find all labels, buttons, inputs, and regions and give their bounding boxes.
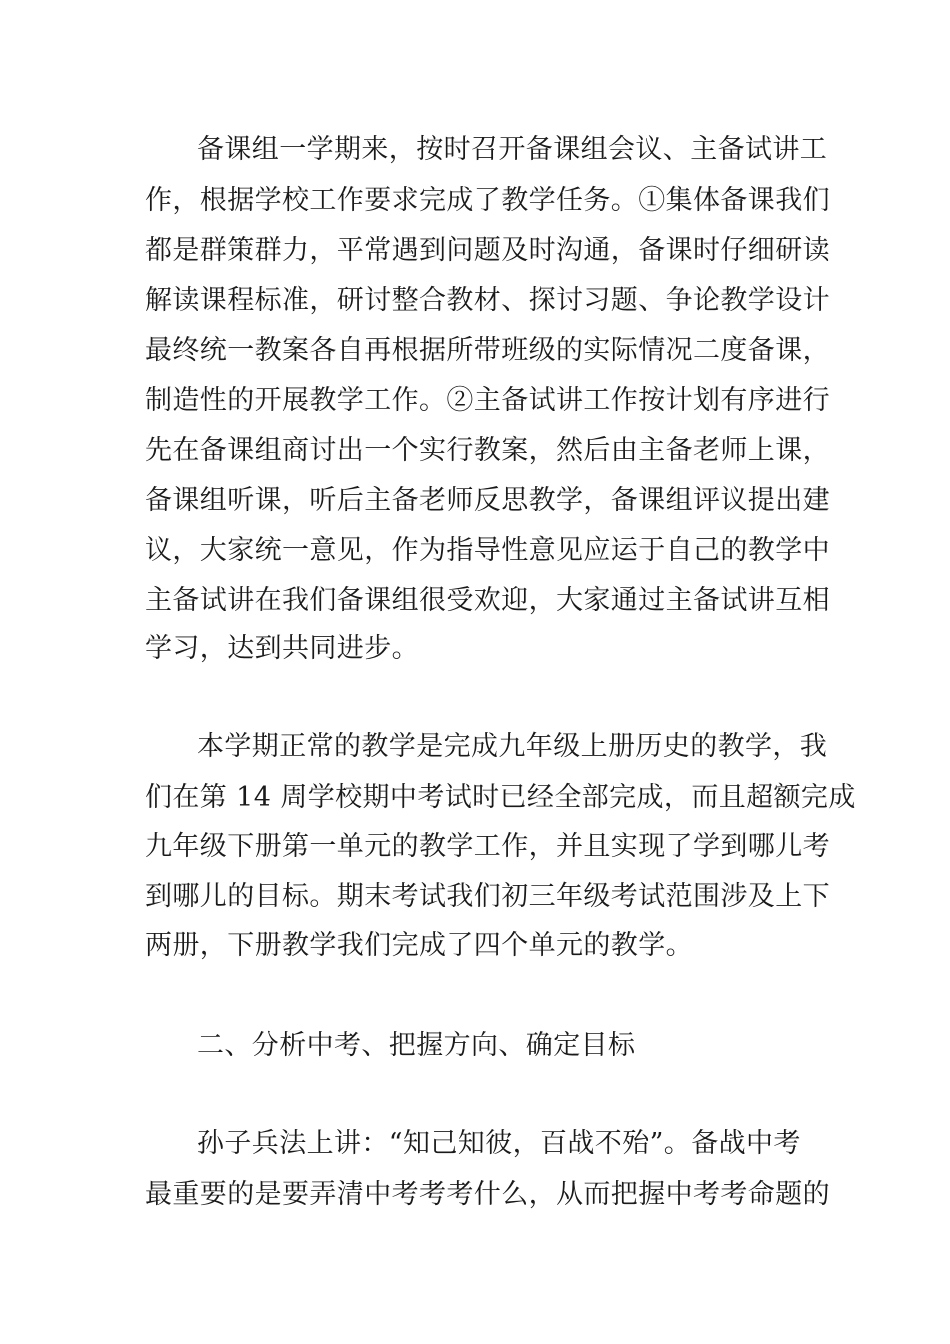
text-line: 都是群策群力，平常遇到问题及时沟通，备课时仔细研读 xyxy=(145,235,830,266)
text-line: 最重要的是要弄清中考考考什么，从而把握中考考命题的 xyxy=(145,1179,830,1210)
text-line: 备课组听课，听后主备老师反思教学，备课组评议提出建 xyxy=(145,485,830,516)
text-line: 们在第 14 周学校期中考试时已经全部完成，而且超额完成 xyxy=(145,782,856,813)
text-line: 解读课程标准，研讨整合教材、探讨习题、争论教学设计 xyxy=(145,285,830,316)
text-line: 制造性的开展教学工作。②主备试讲工作按计划有序进行 xyxy=(145,385,830,416)
text-line: 作，根据学校工作要求完成了教学任务。①集体备课我们 xyxy=(145,185,830,216)
text-line: 学习，达到共同进步。 xyxy=(145,633,419,664)
text-line: 最终统一教案各自再根据所带班级的实际情况二度备课， xyxy=(145,335,830,366)
heading-line: 二、分析中考、把握方向、确定目标 xyxy=(197,1030,636,1061)
text-line: 议，大家统一意见，作为指导性意见应运于自己的教学中 xyxy=(145,535,830,566)
text-line: 主备试讲在我们备课组很受欢迎，大家通过主备试讲互相 xyxy=(145,585,830,616)
text-line: 本学期正常的教学是完成九年级上册历史的教学，我 xyxy=(197,731,828,762)
text-line: 备课组一学期来，按时召开备课组会议、主备试讲工 xyxy=(197,134,828,165)
text-line: 九年级下册第一单元的教学工作，并且实现了学到哪儿考 xyxy=(145,831,830,862)
text-line: 孙子兵法上讲：“知己知彼，百战不殆”。备战中考 xyxy=(197,1128,801,1159)
text-line: 先在备课组商讨出一个实行教案，然后由主备老师上课， xyxy=(145,435,830,466)
text-line: 到哪儿的目标。期末考试我们初三年级考试范围涉及上下 xyxy=(145,881,830,912)
text-line: 两册，下册教学我们完成了四个单元的教学。 xyxy=(145,930,693,961)
